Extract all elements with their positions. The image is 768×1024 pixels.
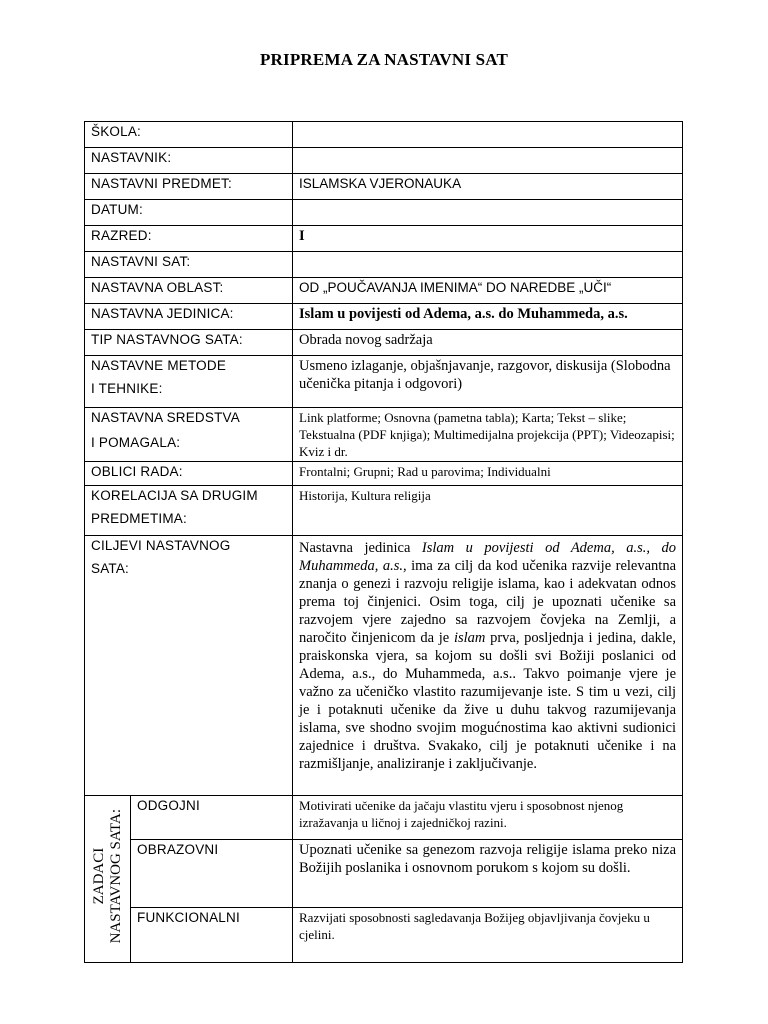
ciljevi-text-italic-2: islam — [453, 630, 486, 646]
oblici-value: Frontalni; Grupni; Rad u parovima; Individualni — [293, 462, 683, 486]
sredstva-label-line1: NASTAVNA SREDSTVA — [91, 410, 240, 425]
funkcionalni-value: Razvijati sposobnosti sagledavanja Božijeg objavljivanja čovjeku u cjelini. — [293, 908, 683, 963]
razred-label: RAZRED: — [85, 226, 293, 252]
metode-label-line1: NASTAVNE METODE — [91, 358, 227, 373]
row-metode — [85, 356, 683, 408]
sat-value — [293, 252, 683, 278]
sat-label: NASTAVNI SAT: — [85, 252, 293, 278]
jedinica-label: NASTAVNA JEDINICA: — [85, 304, 293, 330]
zadaci-label-line2: NASTAVNOG SATA: — [107, 809, 124, 944]
nastavnik-label: NASTAVNIK: — [85, 148, 293, 174]
row-nastavnik — [85, 148, 683, 174]
ciljevi-text-1: Nastavna jedinica — [299, 540, 422, 556]
oblast-label: NASTAVNA OBLAST: — [85, 278, 293, 304]
oblici-label: OBLICI RADA: — [85, 462, 293, 486]
korelacija-label — [85, 486, 293, 536]
row-sredstva — [85, 408, 683, 462]
row-skola — [85, 122, 683, 148]
row-jedinica — [85, 304, 683, 330]
predmet-value: ISLAMSKA VJERONAUKA — [293, 174, 683, 200]
korelacija-label-line2: PREDMETIMA: — [91, 511, 187, 526]
row-razred — [85, 226, 683, 252]
obrazovni-value: Upoznati učenike sa genezom razvoja religije islama preko niza Božijih poslanika i osnovnom porukom s kojom su došli. — [293, 840, 683, 908]
row-tip — [85, 330, 683, 356]
ciljevi-label-line1: CILJEVI NASTAVNOG — [91, 538, 231, 553]
ciljevi-text-italic: Islam u povijesti od Adema, a.s., do Muhammeda, a.s., — [299, 540, 677, 574]
zadaci-vertical-cell — [85, 796, 131, 963]
ciljevi-value — [293, 536, 683, 796]
metode-label-line2: I TEHNIKE: — [91, 381, 163, 396]
row-sat — [85, 252, 683, 278]
ciljevi-text-3: prva, posljednja i jedina, dakle, praiskonska vjera, sa kojom su došli svi Božiji poslanici od Adema, a.s., do Muhammeda, a.s.. Takvo poimanje vjere je važno za učeničko vlastito razumijevanje iste. S tim u vezi, cilj je i potaknuti učenike da žive u duhu takvog razumijevanja islama, sve shodno svojim mogućnostima kao aktivni sudionici zajednice i društva. Svakako, cilj je potaknuti učenike i na razmišljanje, analiziranje i zaključivanje. — [299, 630, 677, 772]
ciljevi-label — [85, 536, 293, 796]
oblast-value: OD „POUČAVANJA IMENIMA“ DO NAREDBE „UČI“ — [293, 278, 683, 304]
predmet-label: NASTAVNI PREDMET: — [85, 174, 293, 200]
sredstva-value: Link platforme; Osnovna (pametna tabla); Karta; Tekst – slike; Tekstualna (PDF knjiga); Multimedijalna projekcija (PPT); Videozapisi; Kviz i dr. — [293, 408, 683, 462]
obrazovni-label: OBRAZOVNI — [131, 840, 293, 908]
row-oblast — [85, 278, 683, 304]
ciljevi-label-line2: SATA: — [91, 561, 130, 576]
tip-label: TIP NASTAVNOG SATA: — [85, 330, 293, 356]
jedinica-value: Islam u povijesti od Adema, a.s. do Muhammeda, a.s. — [293, 304, 683, 330]
row-obrazovni — [85, 840, 683, 908]
skola-label: ŠKOLA: — [85, 122, 293, 148]
row-ciljevi — [85, 536, 683, 796]
skola-value — [293, 122, 683, 148]
datum-value — [293, 200, 683, 226]
metode-label — [85, 356, 293, 408]
row-predmet — [85, 174, 683, 200]
lesson-plan-table — [84, 121, 683, 963]
tip-value: Obrada novog sadržaja — [293, 330, 683, 356]
row-korelacija — [85, 486, 683, 536]
ciljevi-text-2: ima za cilj da kod učenika razvije relevantna znanja o genezi i razvoju religije islama, kao i adekvatan odnos prema toj činjenici. Osim toga, cilj je upoznati učenike sa razvojem vjere zajedno sa razvojem čovjeka na Zemlji, a naročito činjenicom da je — [299, 558, 677, 646]
row-datum — [85, 200, 683, 226]
sredstva-label — [85, 408, 293, 462]
row-oblici — [85, 462, 683, 486]
funkcionalni-label: FUNKCIONALNI — [131, 908, 293, 963]
odgojni-value: Motivirati učenike da jačaju vlastitu vjeru i sposobnost njenog izražavanja u ličnoj i zajedničkoj razini. — [293, 796, 683, 840]
row-funkcionalni — [85, 908, 683, 963]
odgojni-label: ODGOJNI — [131, 796, 293, 840]
page-title: PRIPREMA ZA NASTAVNI SAT — [259, 50, 509, 69]
korelacija-label-line1: KORELACIJA SA DRUGIM — [91, 488, 258, 503]
sredstva-label-line2: I POMAGALA: — [91, 435, 181, 450]
datum-label: DATUM: — [85, 200, 293, 226]
row-odgojni — [85, 796, 683, 840]
zadaci-vertical-label — [91, 809, 125, 943]
razred-value: I — [293, 226, 683, 252]
nastavnik-value — [293, 148, 683, 174]
korelacija-value: Historija, Kultura religija — [293, 486, 683, 536]
metode-value: Usmeno izlaganje, objašnjavanje, razgovor, diskusija (Slobodna učenička pitanja i odgovori) — [293, 356, 683, 408]
zadaci-label-line1: ZADACI — [90, 848, 107, 905]
